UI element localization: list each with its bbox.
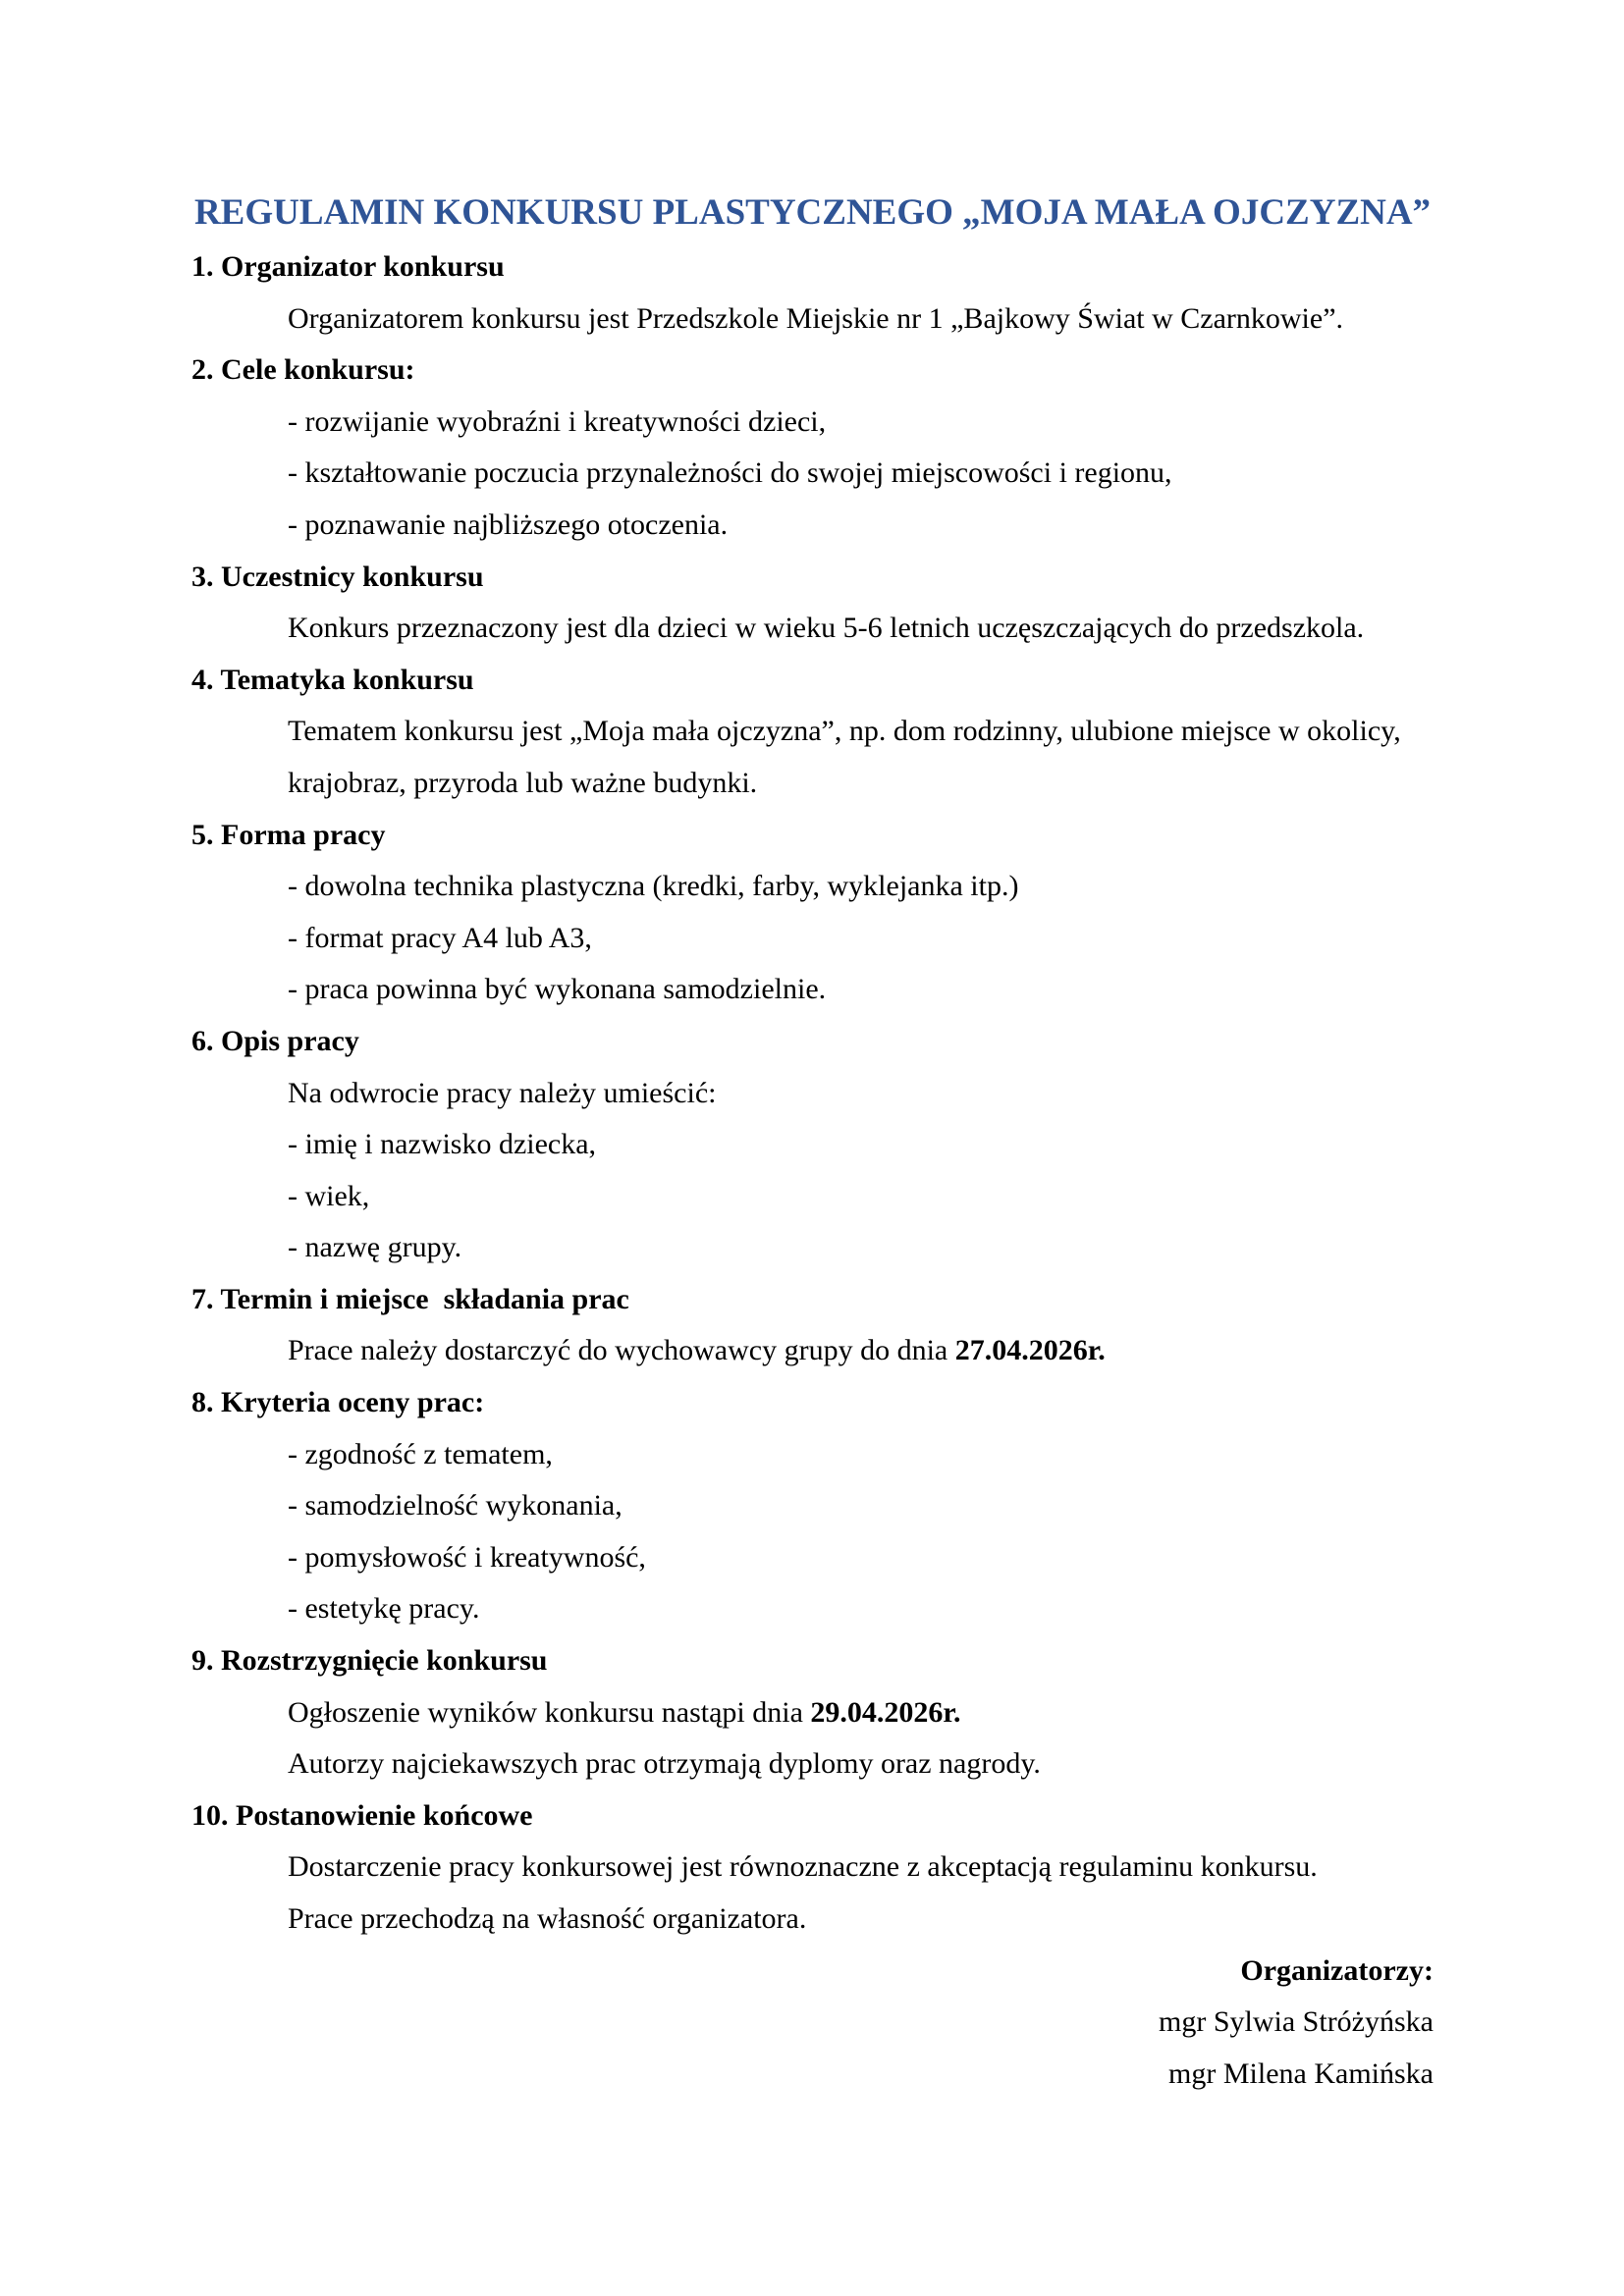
section-line [191,861,1434,913]
line-text: - kształtowanie poczucia przynależności do swojej miejscowości i regionu, [288,456,1172,490]
line-text: Prace należy dostarczyć do wychowawcy grupy do dnia [288,1334,955,1367]
section-line [191,1325,1434,1377]
line-text: Na odwrocie pracy należy umieścić: [288,1076,717,1109]
section-line [191,397,1434,449]
line-text: Autorzy najciekawszych prac otrzymają dyplomy oraz nagrody. [288,1747,1041,1781]
section-line [191,1842,1434,1894]
section [191,1377,1434,1635]
line-bold-text: 29.04.2026r. [810,1695,961,1729]
section-line [191,964,1434,1016]
section-line [191,500,1434,552]
line-text: - rozwijanie wyobraźni i kreatywności dzieci, [288,404,827,438]
section-line [191,758,1434,810]
section-line [191,294,1434,346]
line-text: krajobraz, przyroda lub ważne budynki. [288,766,758,799]
sections [191,241,1434,1946]
line-text: - poznawanie najbliższego otoczenia. [288,507,729,541]
section-line [191,1687,1434,1739]
line-bold-text: 27.04.2026r. [954,1334,1106,1367]
line-text: - dowolna technika plastyczna (kredki, farby, wyklejanka itp.) [288,870,1019,903]
section-line [191,1429,1434,1481]
section [191,1274,1434,1377]
section-heading: 9. Rozstrzygnięcie konkursu [191,1644,548,1678]
line-text: Organizatorem konkursu jest Przedszkole Miejskie nr 1 „Bajkowy Świat w Czarnkowie”. [288,301,1344,335]
section-heading: 8. Kryteria oceny prac: [191,1386,485,1419]
footer-name: mgr Milena Kamińska [1168,2056,1434,2090]
section-heading: 2. Cele konkursu: [191,353,415,387]
section-line [191,1119,1434,1171]
line-text: - samodzielność wykonania, [288,1489,623,1522]
line-text: Konkurs przeznaczony jest dla dzieci w wieku 5-6 letnich uczęszczających do przedszkola. [288,612,1365,645]
section [191,1790,1434,1946]
footer-label: Organizatorzy: [1240,1953,1434,1987]
section-heading: 4. Tematyka konkursu [191,663,474,696]
line-text: Prace przechodzą na własność organizatora. [288,1902,807,1935]
section [191,1016,1434,1274]
footer-names [191,1997,1434,2100]
section-line [191,1738,1434,1790]
footer [191,1946,1434,2101]
line-text: - zgodność z tematem, [288,1437,553,1470]
line-text: Tematem konkursu jest „Moja mała ojczyzna”, np. dom rodzinny, ulubione miejsce w okolicy, [288,715,1401,748]
section [191,655,1434,810]
line-text: - nazwę grupy. [288,1231,462,1264]
section-line [191,1894,1434,1946]
section-line [191,1222,1434,1274]
section-heading: 5. Forma pracy [191,818,386,851]
section [191,1635,1434,1790]
section-line [191,706,1434,758]
footer-name: mgr Sylwia Stróżyńska [1159,2005,1434,2039]
section-heading: 7. Termin i miejsce składania prac [191,1282,629,1315]
section-line [191,1068,1434,1120]
line-text: - imię i nazwisko dziecka, [288,1128,597,1161]
section-line [191,448,1434,500]
section [191,810,1434,1016]
line-text: - format pracy A4 lub A3, [288,921,592,954]
section-heading: 10. Postanowienie końcowe [191,1798,533,1832]
section-line [191,913,1434,965]
section-line [191,1171,1434,1223]
document-title: REGULAMIN KONKURSU PLASTYCZNEGO „MOJA MAŁA OJCZYZNA” [193,192,1432,233]
section [191,345,1434,551]
section-heading: 1. Organizator konkursu [191,250,505,283]
line-text: - wiek, [288,1179,370,1212]
section-heading: 3. Uczestnicy konkursu [191,560,484,593]
section-heading: 6. Opis pracy [191,1024,359,1057]
line-text: - pomysłowość i kreatywność, [288,1540,646,1574]
line-text: Dostarczenie pracy konkursowej jest równoznaczne z akceptacją regulaminu konkursu. [288,1850,1318,1884]
section [191,552,1434,655]
line-text: - estetykę pracy. [288,1592,480,1626]
section [191,241,1434,345]
line-text: Ogłoszenie wyników konkursu nastąpi dnia [288,1695,811,1729]
section-line [191,1532,1434,1584]
section-line [191,1480,1434,1532]
line-text: - praca powinna być wykonana samodzielnie. [288,973,827,1006]
section-line [191,603,1434,655]
section-line [191,1583,1434,1635]
